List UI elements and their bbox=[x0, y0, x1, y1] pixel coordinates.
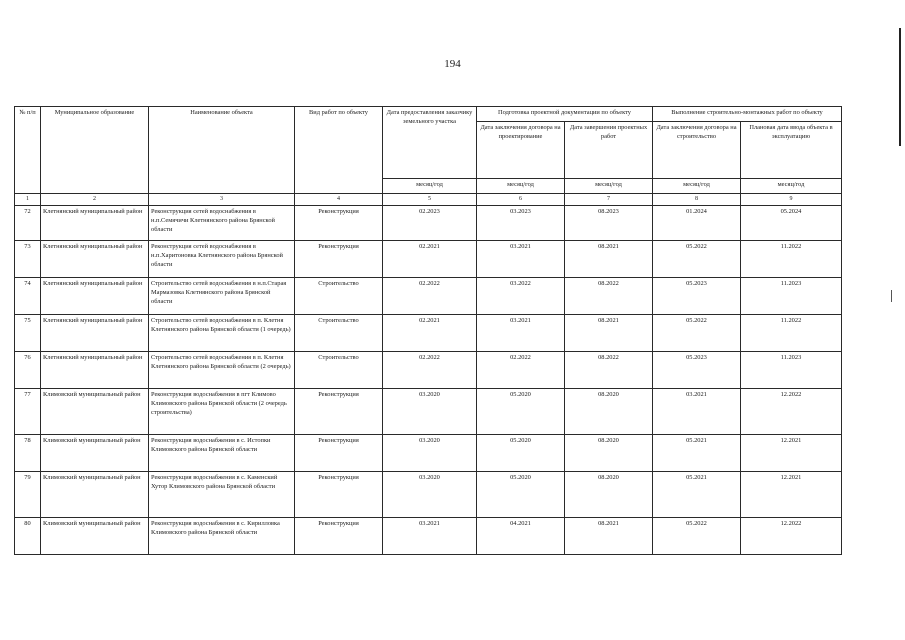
row-municipality: Клетнянский муниципальный район bbox=[41, 205, 149, 240]
row-construction-contract: 05.2023 bbox=[653, 351, 741, 388]
column-number: 6 bbox=[477, 194, 565, 206]
row-design-contract: 05.2020 bbox=[477, 471, 565, 517]
row-design-end: 08.2020 bbox=[565, 471, 653, 517]
header-unit: месяц/год bbox=[741, 179, 842, 194]
objects-table bbox=[14, 106, 842, 555]
row-number: 76 bbox=[15, 351, 41, 388]
table-row bbox=[15, 471, 842, 517]
row-work-type: Реконструкция bbox=[295, 240, 383, 277]
row-work-type: Строительство bbox=[295, 314, 383, 351]
row-design-end: 08.2021 bbox=[565, 314, 653, 351]
table-row bbox=[15, 277, 842, 314]
column-number: 4 bbox=[295, 194, 383, 206]
row-number: 78 bbox=[15, 434, 41, 471]
row-work-type: Реконструкция bbox=[295, 517, 383, 554]
row-number: 77 bbox=[15, 388, 41, 434]
table-row bbox=[15, 314, 842, 351]
row-municipality: Клетнянский муниципальный район bbox=[41, 351, 149, 388]
row-construction-contract: 05.2021 bbox=[653, 434, 741, 471]
row-construction-contract: 05.2022 bbox=[653, 314, 741, 351]
row-land-date: 02.2022 bbox=[383, 277, 477, 314]
row-object-name: Реконструкция сетей водоснабжения в н.п.Семячичи Клетнянского района Брянской области bbox=[149, 205, 295, 240]
row-construction-contract: 05.2023 bbox=[653, 277, 741, 314]
row-land-date: 03.2020 bbox=[383, 471, 477, 517]
row-design-end: 08.2022 bbox=[565, 277, 653, 314]
page-number: 194 bbox=[444, 58, 461, 70]
row-land-date: 03.2020 bbox=[383, 388, 477, 434]
row-design-end: 08.2020 bbox=[565, 388, 653, 434]
row-construction-contract: 03.2021 bbox=[653, 388, 741, 434]
row-design-contract: 05.2020 bbox=[477, 388, 565, 434]
header-design-end: Дата завершения проектных работ bbox=[565, 122, 653, 179]
table-row bbox=[15, 517, 842, 554]
row-design-contract: 03.2021 bbox=[477, 314, 565, 351]
row-work-type: Строительство bbox=[295, 277, 383, 314]
row-design-contract: 03.2022 bbox=[477, 277, 565, 314]
row-number: 74 bbox=[15, 277, 41, 314]
row-land-date: 02.2021 bbox=[383, 314, 477, 351]
header-unit: месяц/год bbox=[383, 179, 477, 194]
row-design-contract: 04.2021 bbox=[477, 517, 565, 554]
column-number: 8 bbox=[653, 194, 741, 206]
column-number: 9 bbox=[741, 194, 842, 206]
row-commissioning: 12.2022 bbox=[741, 388, 842, 434]
header-object-name: Наименование объекта bbox=[149, 107, 295, 194]
row-design-end: 08.2021 bbox=[565, 240, 653, 277]
header-unit: месяц/год bbox=[565, 179, 653, 194]
row-object-name: Реконструкция водоснабжения в с. Истопки Климовского района Брянской области bbox=[149, 434, 295, 471]
table-row bbox=[15, 240, 842, 277]
row-commissioning: 11.2022 bbox=[741, 240, 842, 277]
row-design-end: 08.2021 bbox=[565, 517, 653, 554]
header-land-date: Дата предоставления заказчику земельного участка bbox=[383, 107, 477, 179]
row-land-date: 02.2023 bbox=[383, 205, 477, 240]
row-object-name: Строительство сетей водоснабжения в п. Клетня Клетнянского района Брянской области (1 очередь) bbox=[149, 314, 295, 351]
row-land-date: 02.2022 bbox=[383, 351, 477, 388]
row-municipality: Климовский муниципальный район bbox=[41, 434, 149, 471]
row-commissioning: 11.2022 bbox=[741, 314, 842, 351]
row-commissioning: 12.2022 bbox=[741, 517, 842, 554]
row-construction-contract: 05.2022 bbox=[653, 240, 741, 277]
column-number: 1 bbox=[15, 194, 41, 206]
row-object-name: Реконструкция водоснабжения в с. Каменский Хутор Климовского района Брянской области bbox=[149, 471, 295, 517]
row-object-name: Строительство сетей водоснабжения в п. Клетня Клетнянского района Брянской области (2 очередь) bbox=[149, 351, 295, 388]
header-construction-contract: Дата заключения договора на строительство bbox=[653, 122, 741, 179]
header-work-type: Вид работ по объекту bbox=[295, 107, 383, 194]
row-work-type: Реконструкция bbox=[295, 434, 383, 471]
table-row bbox=[15, 351, 842, 388]
header-unit: месяц/год bbox=[477, 179, 565, 194]
scan-edge-mark bbox=[899, 28, 901, 146]
header-commissioning: Плановая дата ввода объекта в эксплуатацию bbox=[741, 122, 842, 179]
header-num: № п/п bbox=[15, 107, 41, 194]
row-design-contract: 03.2023 bbox=[477, 205, 565, 240]
row-land-date: 03.2021 bbox=[383, 517, 477, 554]
row-land-date: 02.2021 bbox=[383, 240, 477, 277]
row-design-contract: 02.2022 bbox=[477, 351, 565, 388]
row-work-type: Реконструкция bbox=[295, 388, 383, 434]
row-land-date: 03.2020 bbox=[383, 434, 477, 471]
row-municipality: Клетнянский муниципальный район bbox=[41, 314, 149, 351]
row-number: 72 bbox=[15, 205, 41, 240]
column-number: 3 bbox=[149, 194, 295, 206]
row-work-type: Строительство bbox=[295, 351, 383, 388]
row-number: 75 bbox=[15, 314, 41, 351]
row-design-end: 08.2023 bbox=[565, 205, 653, 240]
row-design-contract: 03.2021 bbox=[477, 240, 565, 277]
row-municipality: Клетнянский муниципальный район bbox=[41, 240, 149, 277]
header-municipality: Муниципальное образование bbox=[41, 107, 149, 194]
row-object-name: Реконструкция водоснабжения в с. Кирилловка Климовского района Брянской области bbox=[149, 517, 295, 554]
row-work-type: Реконструкция bbox=[295, 471, 383, 517]
row-construction-contract: 05.2021 bbox=[653, 471, 741, 517]
header-unit: месяц/год bbox=[653, 179, 741, 194]
row-construction-contract: 05.2022 bbox=[653, 517, 741, 554]
row-number: 80 bbox=[15, 517, 41, 554]
table-body bbox=[15, 205, 842, 554]
table-header bbox=[15, 107, 842, 206]
row-commissioning: 05.2024 bbox=[741, 205, 842, 240]
table-row bbox=[15, 205, 842, 240]
row-object-name: Реконструкция сетей водоснабжения в н.п.Харитоновка Клетнянского района Брянской области bbox=[149, 240, 295, 277]
row-object-name: Реконструкция водоснабжения в пгт Климово Климовского района Брянской области (2 очередь строительства) bbox=[149, 388, 295, 434]
row-commissioning: 11.2023 bbox=[741, 277, 842, 314]
row-number: 79 bbox=[15, 471, 41, 517]
row-municipality: Климовский муниципальный район bbox=[41, 388, 149, 434]
row-municipality: Клетнянский муниципальный район bbox=[41, 277, 149, 314]
row-municipality: Климовский муниципальный район bbox=[41, 517, 149, 554]
row-design-end: 08.2020 bbox=[565, 434, 653, 471]
column-number: 5 bbox=[383, 194, 477, 206]
row-commissioning: 11.2023 bbox=[741, 351, 842, 388]
row-commissioning: 12.2021 bbox=[741, 434, 842, 471]
row-construction-contract: 01.2024 bbox=[653, 205, 741, 240]
header-group-design: Подготовка проектной документации по объекту bbox=[477, 107, 653, 122]
row-number: 73 bbox=[15, 240, 41, 277]
row-commissioning: 12.2021 bbox=[741, 471, 842, 517]
row-municipality: Климовский муниципальный район bbox=[41, 471, 149, 517]
column-number: 2 bbox=[41, 194, 149, 206]
row-design-end: 08.2022 bbox=[565, 351, 653, 388]
table-row bbox=[15, 388, 842, 434]
column-number: 7 bbox=[565, 194, 653, 206]
header-group-construction: Выполнение строительно-монтажных работ по объекту bbox=[653, 107, 842, 122]
header-design-contract: Дата заключения договора на проектирование bbox=[477, 122, 565, 179]
row-object-name: Строительство сетей водоснабжения в н.п.Старая Мармазовка Клетнянского района Брянской области bbox=[149, 277, 295, 314]
row-work-type: Реконструкция bbox=[295, 205, 383, 240]
row-design-contract: 05.2020 bbox=[477, 434, 565, 471]
table-row bbox=[15, 434, 842, 471]
scan-edge-mark-small bbox=[891, 290, 892, 302]
